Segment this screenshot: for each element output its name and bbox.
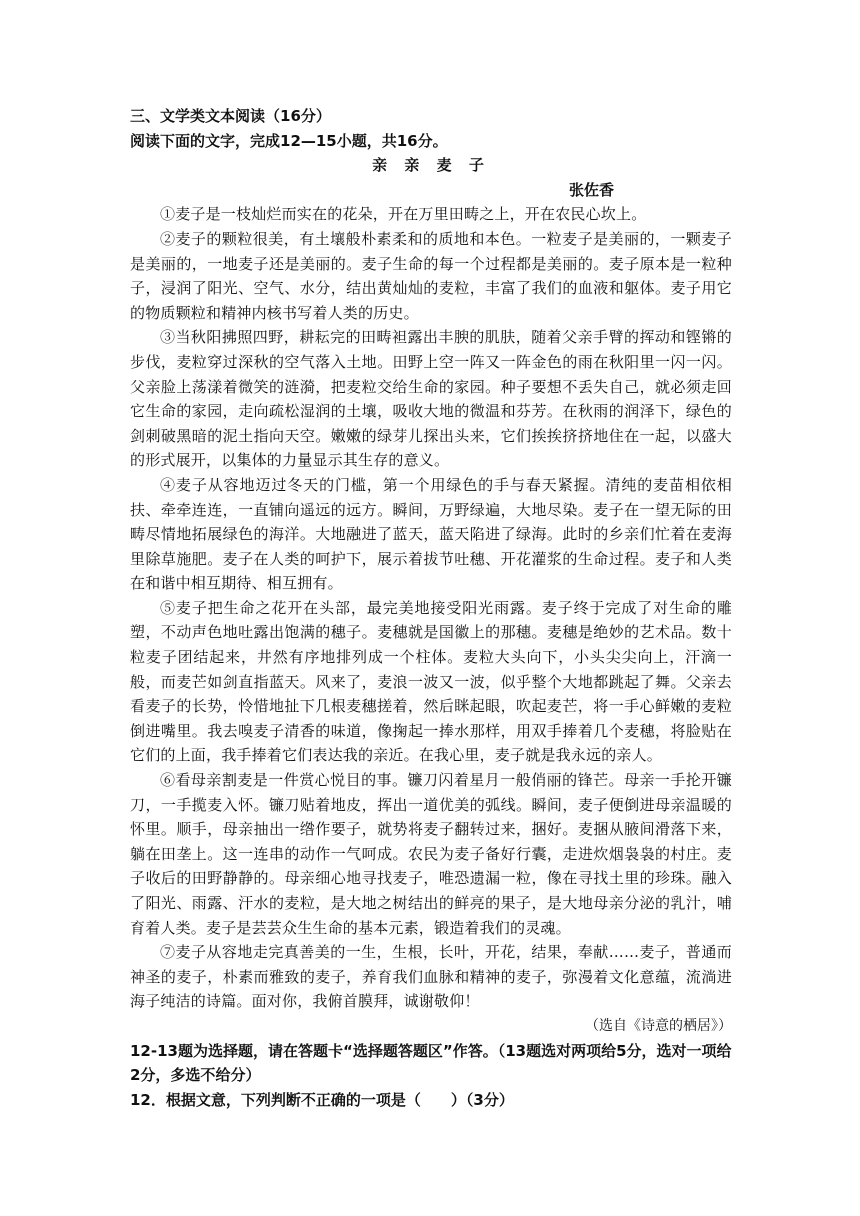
section-heading: 三、文学类文本阅读（16分） xyxy=(130,107,331,125)
exam-page xyxy=(130,104,732,1112)
paragraph-1: ①麦子是一枝灿烂而实在的花朵，开在万里田畴之上，开在农民心坎上。 xyxy=(160,205,647,224)
question-note: 12-13题为选择题，请在答题卡“选择题答题区”作答。（13题选对两项给5分，选对一项给2分，多选不给分） xyxy=(130,1041,732,1085)
paragraph-2: ②麦子的颗粒很美，有土壤般朴素柔和的质地和本色。一粒麦子是美丽的，一颗麦子是美丽的，一地麦子还是美丽的。麦子生命的每一个过程都是美丽的。麦子原本是一粒种子，浸润了阳光、空气、水分，结出黄灿灿的麦粒，丰富了我们的血液和躯体。麦子用它的物质颗粒和精神内核书写着人类的历史。 xyxy=(130,229,732,322)
paragraph-7: ⑦麦子从容地走完真善美的一生，生根，长叶，开花，结果，奉献……麦子，普通而神圣的麦子，朴素而雅致的麦子，养育我们血脉和精神的麦子，弥漫着文化意蕴，流淌进海子纯洁的诗篇。面对你，我俯首膜拜，诚谢敬仰！ xyxy=(130,943,732,1011)
article-title: 亲 亲 麦 子 xyxy=(372,156,490,175)
section-instruction: 阅读下面的文字，完成12—15小题，共16分。 xyxy=(130,131,448,150)
article-body xyxy=(130,202,732,1014)
paragraph-4: ④麦子从容地迈过冬天的门槛，第一个用绿色的手与春天紧握。清纯的麦苗相依相扶、牵牵连连，一直铺向遥远的远方。瞬间，万野绿遍，大地尽染。麦子在一望无际的田畴尽情地拓展绿色的海洋。大地融进了蓝天，蓝天陷进了绿海。此时的乡亲们忙着在麦海里除草施肥。麦子在人类的呵护下，展示着拔节吐穗、开花灌浆的生命过程。麦子和人类在和谐中相互期待、相互拥有。 xyxy=(130,475,732,593)
paragraph-3: ③当秋阳拂照四野，耕耘完的田畴袒露出丰腴的肌肤，随着父亲手臂的挥动和铿锵的步伐，麦粒穿过深秋的空气落入土地。田野上空一阵又一阵金色的雨在秋阳里一闪一闪。父亲脸上荡漾着微笑的涟漪，把麦粒交给生命的家园。种子要想不丢失自己，就必须走回它生命的家园，走向疏松湿润的土壤，吸收大地的微温和芬芳。在秋雨的润泽下，绿色的剑刺破黑暗的泥土指向天空。嫩嫩的绿芽儿探出头来，它们挨挨挤挤地住在一起，以盛大的形式展开，以集体的力量显示其生存的意义。 xyxy=(130,328,732,470)
article-author: 张佐香 xyxy=(568,180,614,199)
paragraph-5: ⑤麦子把生命之花开在头部，最完美地接受阳光雨露。麦子终于完成了对生命的雕塑，不动声色地吐露出饱满的穗子。麦穗就是国徽上的那穗。麦穗是绝妙的艺术品。数十粒麦子团结起来，井然有序地排列成一个柱体。麦粒大头向下，小头尖尖向上，汗滴一般，而麦芒如剑直指蓝天。风来了，麦浪一波又一波，似乎整个大地都跳起了舞。父亲去看麦子的长势，怜惜地扯下几根麦穗搓着，然后眯起眼，吹起麦芒，将一手心鲜嫩的麦粒倒进嘴里。我去嗅麦子清香的味道，像掬起一捧水那样，用双手捧着几个麦穗，将脸贴在它们的上面，我手捧着它们表达我的亲近。在我心里，麦子就是我永远的亲人。 xyxy=(130,598,732,765)
article-source: （选自《诗意的栖居》） xyxy=(585,1017,732,1034)
question-12: 12．根据文意，下列判断不正确的一项是（ ）（3分） xyxy=(130,1090,514,1109)
paragraph-6: ⑥看母亲割麦是一件赏心悦目的事。镰刀闪着星月一般俏丽的锋芒。母亲一手抡开镰刀，一手揽麦入怀。镰刀贴着地皮，挥出一道优美的弧线。瞬间，麦子便倒进母亲温暖的怀里。顺手，母亲抽出一绺作要子，就势将麦子翻转过来，捆好。麦捆从腋间滑落下来，躺在田垄上。这一连串的动作一气呵成。农民为麦子备好行囊，走进炊烟袅袅的村庄。麦子收后的田野静静的。母亲细心地寻找麦子，唯恐遗漏一粒，像在寻找土里的珍珠。融入了阳光、雨露、汗水的麦粒，是大地之树结出的鲜亮的果子，是大地母亲分泌的乳汁，哺育着人类。麦子是芸芸众生生命的基本元素，锻造着我们的灵魂。 xyxy=(130,771,732,937)
